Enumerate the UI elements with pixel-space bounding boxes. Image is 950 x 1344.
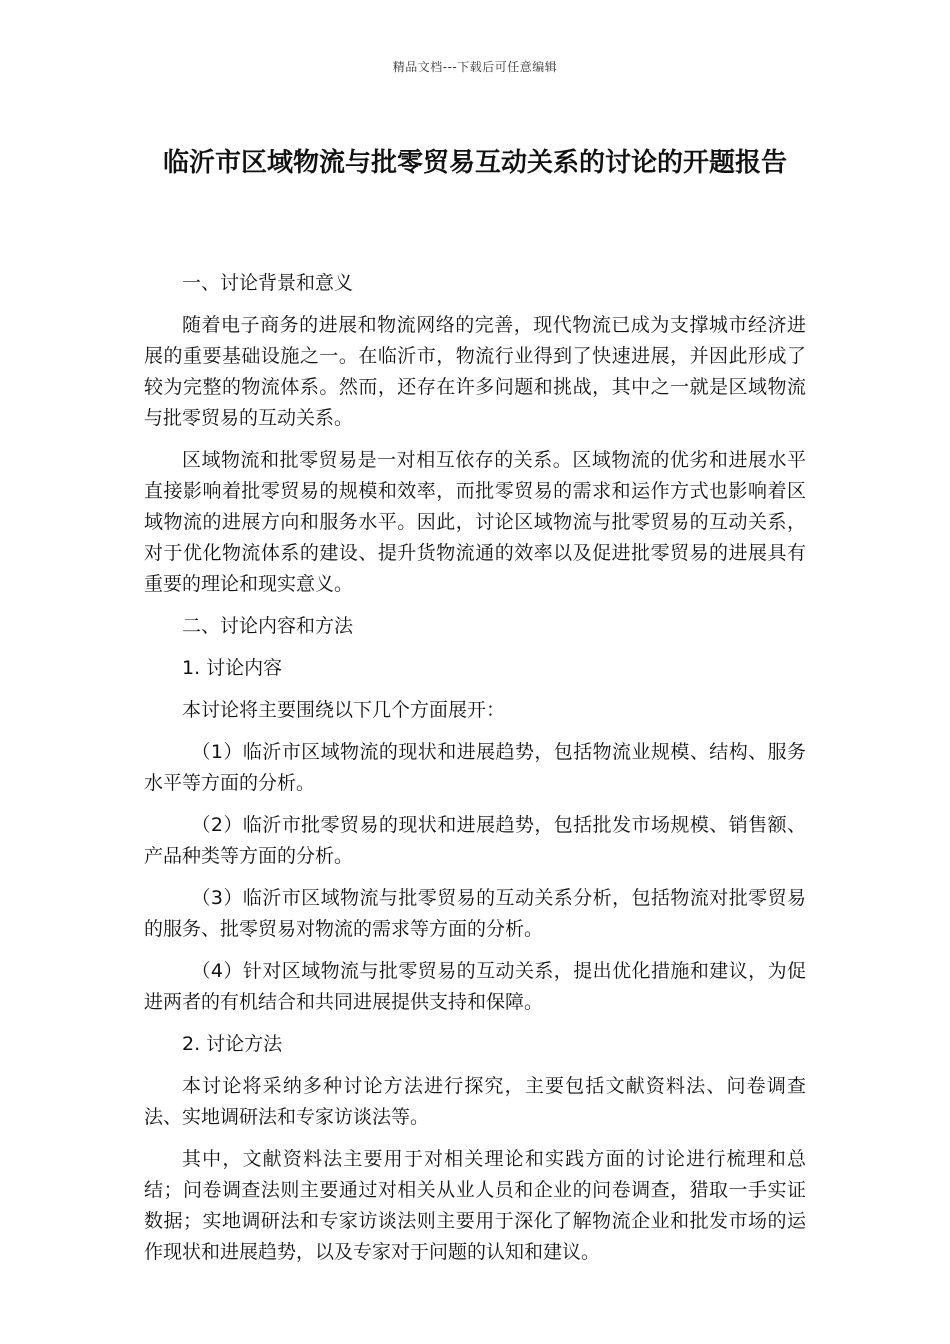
header-note: 精品文档---下载后可任意编辑 [392,60,558,74]
subheading-method: 2. 讨论方法 [182,1033,283,1055]
document-body [144,268,806,1279]
list-item: （4）针对区域物流与批零贸易的互动关系，提出优化措施和建议，为促进两者的有机结合和共同进展提供支持和保障。 [144,960,806,1013]
paragraph: 随着电子商务的进展和物流网络的完善，现代物流已成为支撑城市经济进展的重要基础设施之一。在临沂市，物流行业得到了快速进展，并因此形成了较为完整的物流体系。然而，还存在许多问题和挑战，其中之一就是区域物流与批零贸易的互动关系。 [144,314,806,429]
paragraph: 其中，文献资料法主要用于对相关理论和实践方面的讨论进行梳理和总结；问卷调查法则主要通过对相关从业人员和企业的问卷调查，猎取一手实证数据；实地调研法和专家访谈法则主要用于深化了解物流企业和批发市场的运作现状和进展趋势，以及专家对于问题的认知和建议。 [144,1148,806,1263]
paragraph: 本讨论将采纳多种讨论方法进行探究，主要包括文献资料法、问卷调查法、实地调研法和专家访谈法等。 [144,1075,806,1128]
list-item: （3）临沂市区域物流与批零贸易的互动关系分析，包括物流对批零贸易的服务、批零贸易对物流的需求等方面的分析。 [144,887,806,940]
list-item: （2）临沂市批零贸易的现状和进展趋势，包括批发市场规模、销售额、产品种类等方面的分析。 [144,814,806,867]
subheading-content: 1. 讨论内容 [182,657,283,679]
paragraph: 区域物流和批零贸易是一对相互依存的关系。区域物流的优劣和进展水平直接影响着批零贸易的规模和效率，而批零贸易的需求和运作方式也影响着区域物流的进展方向和服务水平。因此，讨论区域物流与批零贸易的互动关系，对于优化物流体系的建设、提升货物流通的效率以及促进批零贸易的进展具有重要的理论和现实意义。 [144,449,806,595]
paragraph: 本讨论将主要围绕以下几个方面展开： [182,699,506,721]
section-heading-background: 一、讨论背景和意义 [182,272,354,294]
list-item: （1）临沂市区域物流的现状和进展趋势，包括物流业规模、结构、服务水平等方面的分析。 [144,741,806,794]
document-title: 临沂市区域物流与批零贸易互动关系的讨论的开题报告 [162,148,787,178]
section-heading-content-method: 二、讨论内容和方法 [182,615,354,637]
